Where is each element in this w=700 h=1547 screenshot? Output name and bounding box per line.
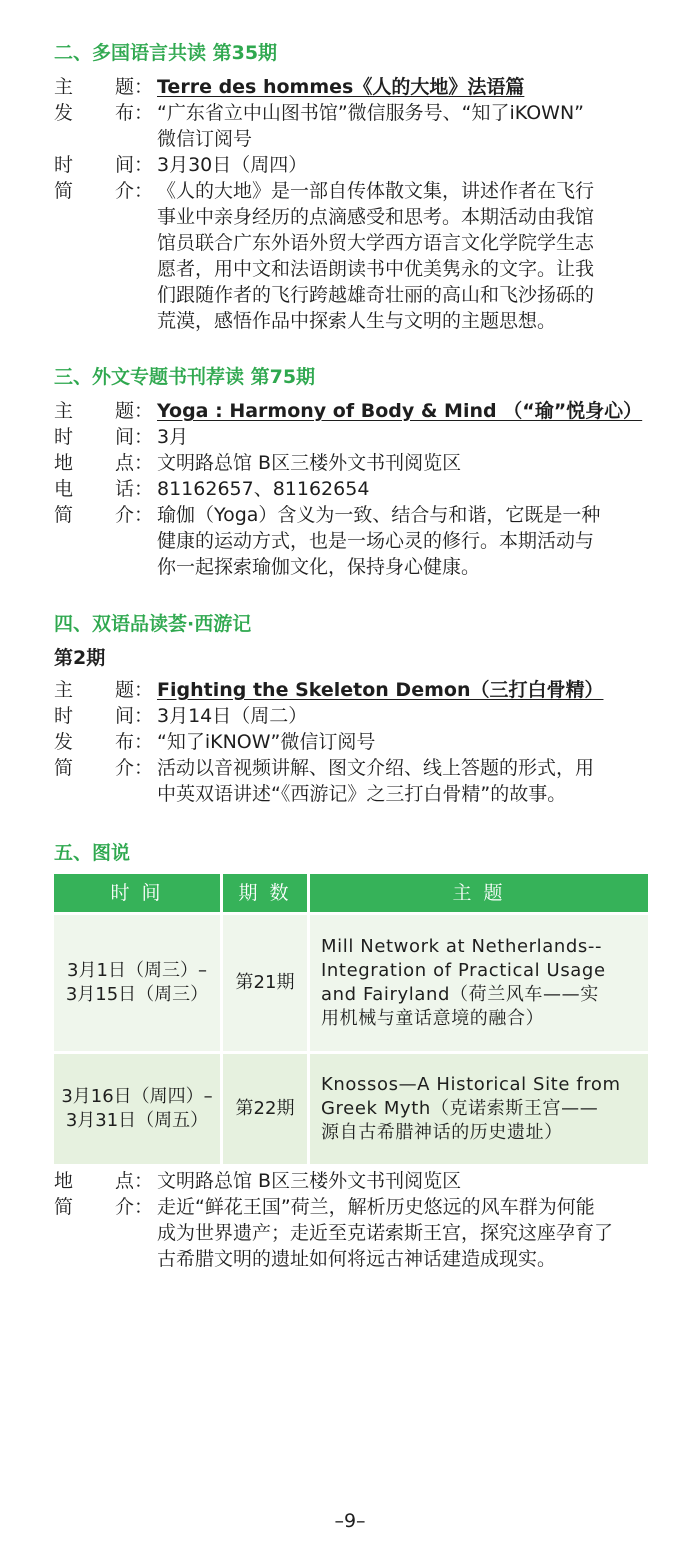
- intro-value: [157, 1194, 648, 1272]
- intro-value: [157, 178, 648, 334]
- time-line: 3月31日（周五）: [65, 1110, 209, 1131]
- cell-time: [54, 1054, 222, 1164]
- label-char: 介：: [115, 504, 154, 526]
- info-row-topic: [54, 398, 648, 424]
- topic-line: 源自古希腊神话的历史遗址）: [321, 1122, 563, 1143]
- topic-value: Terre des hommes《人的大地》法语篇: [157, 76, 525, 98]
- info-row-time: [54, 703, 648, 729]
- column-header-topic: 主 题: [309, 874, 649, 912]
- intro-line: 馆员联合广东外语外贸大学西方语言文化学院学生志: [157, 232, 595, 254]
- info-row-location: [54, 1168, 648, 1194]
- info-row-intro: [54, 502, 648, 580]
- label-char: 主: [54, 679, 74, 701]
- table-row: [54, 1054, 648, 1164]
- info-row-intro: [54, 178, 648, 334]
- section-bilingual-reading: [54, 611, 648, 807]
- section-heading: 二、多国语言共读 第35期: [54, 42, 278, 64]
- publish-value: “知了iKNOW”微信订阅号: [157, 731, 376, 753]
- label-char: 发: [54, 731, 74, 753]
- info-row-topic: [54, 74, 648, 100]
- intro-value: [157, 755, 648, 807]
- topic-value: Fighting the Skeleton Demon（三打白骨精）: [157, 679, 604, 701]
- label-char: 地: [54, 1170, 74, 1192]
- cell-issue: 第22期: [222, 1054, 309, 1164]
- info-row-location: [54, 450, 648, 476]
- cell-time: [54, 915, 222, 1051]
- label-char: 间：: [115, 426, 154, 448]
- label-char: 点：: [115, 1170, 154, 1192]
- intro-line: 活动以音视频讲解、图文介绍、线上答题的形式，用: [157, 757, 595, 779]
- info-row-phone: [54, 476, 648, 502]
- intro-line: 古希腊文明的遗址如何将远古神话建造成现实。: [157, 1248, 557, 1270]
- publish-value: [157, 100, 648, 152]
- label-char: 介：: [115, 180, 154, 202]
- label-char: 介：: [115, 757, 154, 779]
- label-char: 时: [54, 154, 74, 176]
- time-value: 3月30日（周四）: [157, 154, 308, 176]
- label-char: 题：: [115, 76, 154, 98]
- topic-line: and Fairyland（荷兰风车——实: [321, 984, 599, 1005]
- time-line: 3月1日（周三）–: [67, 960, 207, 981]
- info-row-publish: [54, 100, 648, 152]
- topic-line: Knossos—A Historical Site from: [321, 1074, 621, 1095]
- time-value: 3月: [157, 426, 189, 448]
- intro-line: 荒漠，感悟作品中探索人生与文明的主题思想。: [157, 310, 557, 332]
- topic-line: Mill Network at Netherlands--: [321, 936, 603, 957]
- intro-line: 愿者，用中文和法语朗读书中优美隽永的文字。让我: [157, 258, 595, 280]
- label-char: 简: [54, 504, 74, 526]
- table-header-row: [54, 874, 648, 912]
- label-char: 布：: [115, 731, 154, 753]
- time-line: 3月15日（周三）: [65, 984, 209, 1005]
- intro-line: 中英双语讲述“《西游记》之三打白骨精”的故事。: [157, 783, 567, 805]
- intro-line: 成为世界遗产；走近至克诺索斯王宫，探究这座孕育了: [157, 1222, 614, 1244]
- info-row-topic: [54, 677, 648, 703]
- section-heading: 三、外文专题书刊荐读 第75期: [54, 366, 316, 388]
- topic-line: Greek Myth（克诺索斯王宫——: [321, 1098, 599, 1119]
- section-illustrated: [54, 840, 648, 1272]
- label-char: 地: [54, 452, 74, 474]
- page-number: –9–: [334, 1510, 366, 1532]
- info-row-publish: [54, 729, 648, 755]
- label-char: 题：: [115, 679, 154, 701]
- cell-topic: [309, 1054, 649, 1164]
- intro-line: 你一起探索瑜伽文化，保持身心健康。: [157, 556, 481, 578]
- cell-topic: [309, 915, 649, 1051]
- label-char: 间：: [115, 705, 154, 727]
- label-char: 时: [54, 426, 74, 448]
- info-row-time: [54, 424, 648, 450]
- section-heading: 五、图说: [54, 842, 131, 864]
- section-multilingual-reading: [54, 40, 648, 334]
- publish-line: “广东省立中山图书馆”微信服务号、“知了iKOWN”: [157, 102, 585, 124]
- intro-line: 健康的运动方式，也是一场心灵的修行。本期活动与: [157, 530, 595, 552]
- label-char: 主: [54, 76, 74, 98]
- label-char: 发: [54, 102, 74, 124]
- label-char: 时: [54, 705, 74, 727]
- time-line: 3月16日（周四）–: [61, 1086, 213, 1107]
- label-char: 简: [54, 1196, 74, 1218]
- intro-line: 走近“鲜花王国”荷兰，解析历史悠远的风车群为何能: [157, 1196, 595, 1218]
- location-value: 文明路总馆 B区三楼外文书刊阅览区: [157, 1170, 462, 1192]
- intro-line: 瑜伽（Yoga）含义为一致、结合与和谐，它既是一种: [157, 504, 601, 526]
- issue-subheading: 第2期: [54, 647, 106, 669]
- time-value: 3月14日（周二）: [157, 705, 308, 727]
- column-header-issue: 期 数: [222, 874, 309, 912]
- label-char: 布：: [115, 102, 154, 124]
- topic-line: Integration of Practical Usage: [321, 960, 606, 981]
- publish-line: 微信订阅号: [157, 128, 253, 150]
- label-char: 简: [54, 757, 74, 779]
- intro-value: [157, 502, 648, 580]
- table-row: [54, 915, 648, 1051]
- schedule-table: [54, 874, 648, 1164]
- section-foreign-books: [54, 364, 648, 580]
- label-char: 电: [54, 478, 74, 500]
- topic-line: 用机械与童话意境的融合）: [321, 1008, 545, 1029]
- info-row-intro: [54, 755, 648, 807]
- label-char: 点：: [115, 452, 154, 474]
- label-char: 介：: [115, 1196, 154, 1218]
- intro-line: 事业中亲身经历的点滴感受和思考。本期活动由我馆: [157, 206, 595, 228]
- label-char: 简: [54, 180, 74, 202]
- label-char: 主: [54, 400, 74, 422]
- info-row-intro: [54, 1194, 648, 1272]
- label-char: 题：: [115, 400, 154, 422]
- topic-value: Yoga : Harmony of Body & Mind （“瑜”悦身心）: [157, 400, 643, 422]
- label-char: 间：: [115, 154, 154, 176]
- location-value: 文明路总馆 B区三楼外文书刊阅览区: [157, 452, 462, 474]
- intro-line: 们跟随作者的飞行跨越雄奇壮丽的高山和飞沙扬砾的: [157, 284, 595, 306]
- label-char: 话：: [115, 478, 154, 500]
- info-row-time: [54, 152, 648, 178]
- intro-line: 《人的大地》是一部自传体散文集，讲述作者在飞行: [157, 180, 595, 202]
- cell-issue: 第21期: [222, 915, 309, 1051]
- section-heading: 四、双语品读荟·西游记: [54, 613, 252, 635]
- column-header-time: 时 间: [54, 874, 222, 912]
- phone-value: 81162657、81162654: [157, 478, 370, 500]
